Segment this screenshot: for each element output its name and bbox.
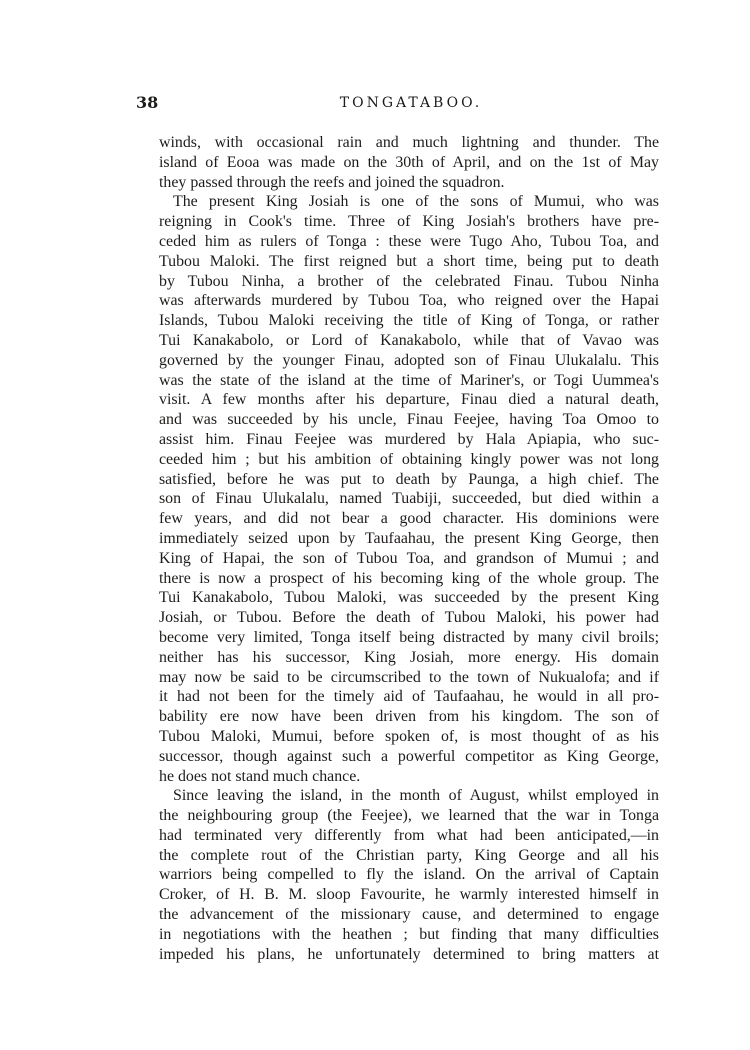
text-line: governed by the younger Finau, adopted son of Finau Ulukalalu. This — [159, 351, 659, 369]
text-line: neither has his successor, King Josiah, more energy. His domain — [159, 648, 659, 666]
text-line: Since leaving the island, in the month of August, whilst employed in — [173, 787, 659, 805]
text-line: and was succeeded by his uncle, Finau Feejee, having Toa Omoo to — [159, 411, 659, 429]
text-line: immediately seized upon by Taufaahau, the present King George, then — [159, 529, 659, 547]
body-text — [159, 133, 659, 964]
text-line: winds, with occasional rain and much lightning and thunder. The — [159, 134, 659, 151]
page-header — [136, 92, 662, 116]
text-line: it had not been for the timely aid of Taufaahau, he would in all pro- — [159, 688, 659, 706]
text-line: few years, and did not bear a good character. His dominions were — [159, 510, 659, 528]
text-line: they passed through the reefs and joined the squadron. — [159, 173, 505, 191]
page-number: 38 — [136, 93, 159, 112]
text-line: become very limited, Tonga itself being distracted by many civil broils; — [159, 628, 659, 646]
text-line: he does not stand much chance. — [159, 767, 361, 785]
text-line: the complete rout of the Christian party, King George and all his — [159, 846, 659, 864]
text-line: was the state of the island at the time of Mariner's, or Togi Uummea's — [159, 371, 659, 389]
text-line: Islands, Tubou Maloki receiving the title of King of Tonga, or rather — [159, 312, 659, 330]
text-line: was afterwards murdered by Tubou Toa, who reigned over the Hapai — [159, 292, 659, 310]
text-line: ceeded him ; but his ambition of obtaining kingly power was not long — [159, 450, 659, 468]
text-line: visit. A few months after his departure, Finau died a natural death, — [159, 391, 659, 409]
text-line: Josiah, or Tubou. Before the death of Tubou Maloki, his power had — [159, 609, 659, 627]
text-line: impeded his plans, he unfortunately determined to bring matters at — [159, 945, 659, 963]
running-head: TONGATABOO. — [339, 95, 483, 111]
text-line: warriors being compelled to fly the island. On the arrival of Captain — [159, 866, 659, 884]
text-line: the neighbouring group (the Feejee), we learned that the war in Tonga — [159, 807, 659, 825]
text-line: King of Hapai, the son of Tubou Toa, and grandson of Mumui ; and — [159, 549, 659, 567]
text-line: reigning in Cook's time. Three of King Josiah's brothers have pre- — [159, 213, 659, 231]
text-line: by Tubou Ninha, a brother of the celebrated Finau. Tubou Ninha — [159, 272, 659, 290]
text-line: Croker, of H. B. M. sloop Favourite, he warmly interested himself in — [159, 886, 659, 904]
text-line: may now be said to be circumscribed to the town of Nukualofa; and if — [159, 668, 659, 686]
text-line: son of Finau Ulukalalu, named Tuabiji, succeeded, but died within a — [159, 490, 659, 508]
text-line: there is now a prospect of his becoming king of the whole group. The — [159, 569, 659, 587]
text-line: the advancement of the missionary cause, and determined to engage — [159, 906, 659, 924]
text-line: Tui Kanakabolo, or Lord of Kanakabolo, while that of Vavao was — [159, 331, 659, 349]
text-line: Tubou Maloki. The first reigned but a short time, being put to death — [159, 252, 659, 270]
text-line: assist him. Finau Feejee was murdered by Hala Apiapia, who suc- — [159, 430, 659, 448]
text-line: ceded him as rulers of Tonga : these were Tugo Aho, Tubou Toa, and — [159, 232, 659, 250]
text-line: satisfied, before he was put to death by Paunga, a high chief. The — [159, 470, 659, 488]
text-line: had terminated very differently from what had been anticipated,—in — [159, 826, 659, 844]
text-line: in negotiations with the heathen ; but finding that many difficulties — [159, 925, 659, 943]
text-line: Tui Kanakabolo, Tubou Maloki, was succeeded by the present King — [159, 589, 659, 607]
text-line: successor, though against such a powerful competitor as King George, — [159, 747, 659, 765]
text-line: island of Eooa was made on the 30th of April, and on the 1st of May — [159, 153, 659, 171]
text-line: Tubou Maloki, Mumui, before spoken of, is most thought of as his — [159, 727, 659, 745]
text-line: bability ere now have been driven from his kingdom. The son of — [159, 708, 659, 726]
text-line: The present King Josiah is one of the sons of Mumui, who was — [173, 193, 659, 211]
